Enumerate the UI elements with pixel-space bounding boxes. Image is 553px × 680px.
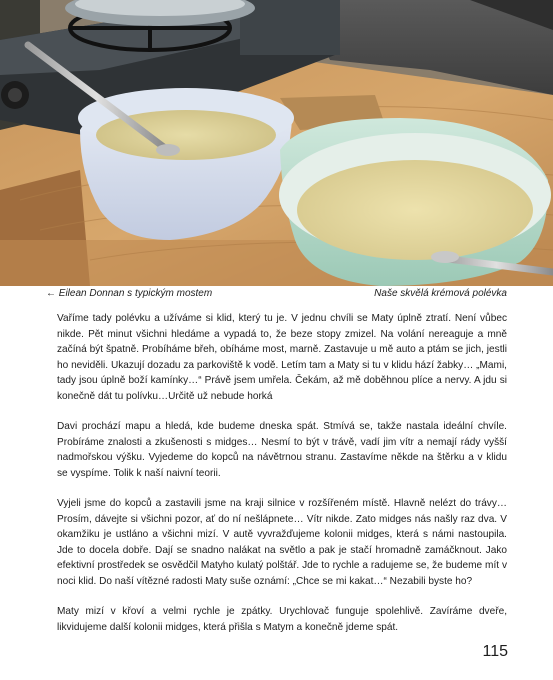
page-number: 115 [482, 643, 508, 660]
paragraph: Davi prochází mapu a hledá, kde budeme dneska spát. Stmívá se, takže nastala ideální chvíle. Probíráme znalosti a zkušenosti s midges… Nesmí to být v trávě, vadí jim vítr a nemají rády vyšší nadmořskou výšku. Vyjedeme do kopců na návětrnou stranu. Zastavíme někde na štěrku a v klidu se vyspíme. Tolik k naší naivní teorii. [57, 421, 507, 479]
photo-captions [46, 288, 507, 302]
caption-right: Naše skvělá krémová polévka [374, 288, 507, 299]
paragraph: Vyjeli jsme do kopců a zastavili jsme na kraji silnice v rozšířeném místě. Hlavně nelézt do trávy… Prosím, dávejte si všichni pozor, ať do ní nešlápnete… Vítr nikde. Zato midges nás našly raz dva. V okamžiku je ustláno a všichni mizí. V autě vyvražďujeme kolonii midges, která s námi nastoupila. Jde to docela dobře. Dají se snadno nalákat na světlo a pak je stačí hromadně zamáčknout. Jako efektivní prostředek se osvědčil Matyho kulatý polštář. Jde to rychle a radujeme se, že budeme mít v noci klid. Do naší vítězné radosti Maty suše oznámí: „Chce se mi kakat…“ Nezabili byste ho? [57, 498, 507, 587]
paragraph: Vaříme tady polévku a užíváme si klid, který tu je. V jednu chvíli se Maty úplně ztratí. Není vůbec nikde. Pět minut všichni hledáme a vypadá to, že beze stopy zmizel. Na volání nereaguje a mně začíná být špatně. Probíháme břeh, obíháme most, marně. Zastavuje u mě auto a ptám se jich, jestli ho neviděli. Ukazují dozadu za parkoviště k vodě. Letím tam a Maty si tu v klidu hází žabky… „Mami, tady jsou úplně boží kamínky…“ Právě jsem umřela. Čekám, až mě doběhnou plíce a nervy. A jdu si konečně dát tu polívku…Určitě už nebude horká [57, 313, 507, 402]
caption-left: ← Eilean Donnan s typickým mostem [46, 288, 213, 299]
paragraph: Maty mizí v křoví a velmi rychle je zpátky. Urychlovač funguje spolehlivě. Zavíráme dveře, likvidujeme další kolonii midges, která přišla s Matym a konečně jdeme spát. [57, 606, 507, 633]
photo-soup-bowls [0, 0, 553, 286]
body-text [57, 311, 507, 635]
